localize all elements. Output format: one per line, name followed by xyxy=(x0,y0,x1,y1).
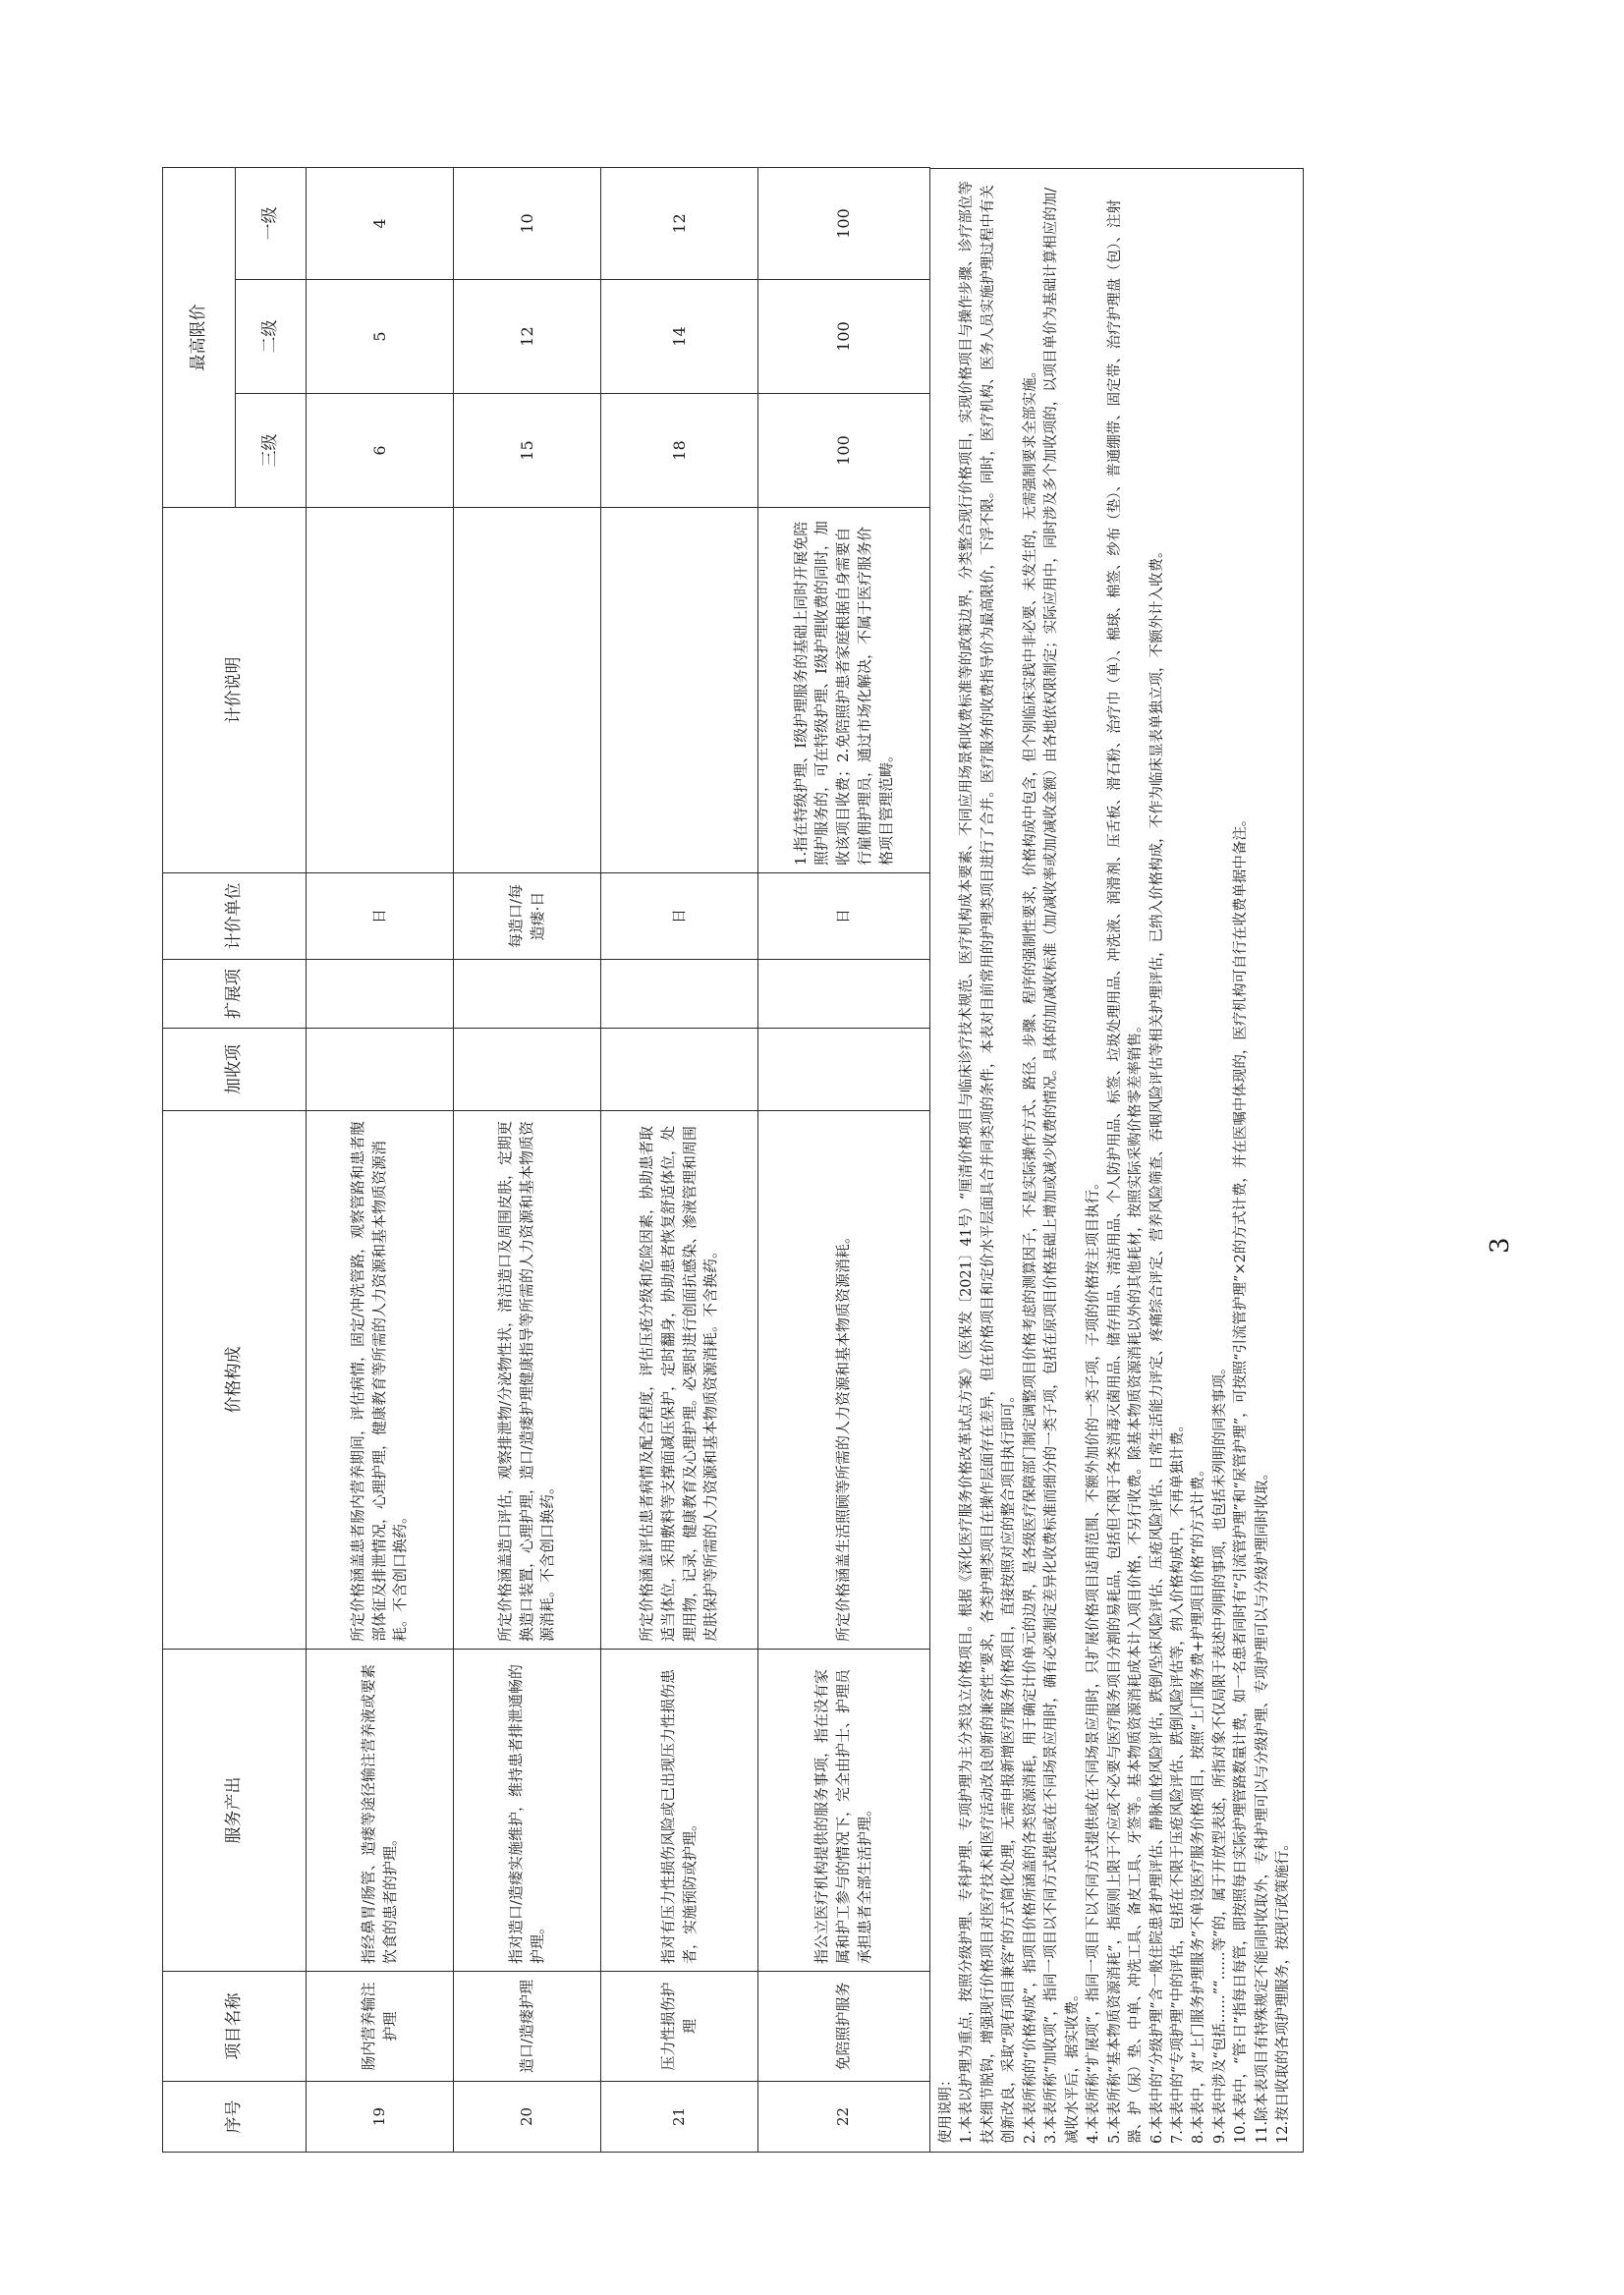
header-output: 服务产出 xyxy=(163,1650,307,1972)
row-pricing-note xyxy=(307,508,454,873)
row-price-level1: 10 xyxy=(454,167,601,279)
row-price-level3: 15 xyxy=(454,394,601,508)
note-item: 11.除本表项目有特殊规定不能同时收取外，专科护理可以与分级护理、专项护理可以与分级护理同时收取。 xyxy=(1254,1465,1270,2144)
row-name: 免陪照护服务 xyxy=(758,1972,930,2082)
table-row xyxy=(454,167,601,2152)
row-seq: 19 xyxy=(307,2082,454,2153)
row-seq: 21 xyxy=(601,2082,758,2153)
row-seq: 20 xyxy=(454,2082,601,2153)
usage-notes xyxy=(930,168,1304,2153)
row-price-level2: 100 xyxy=(758,280,930,394)
table-row xyxy=(307,167,454,2152)
header-expansion: 扩展项 xyxy=(163,960,307,1029)
row-output: 指对造口/造瘘实施维护，维持患者排泄通畅的护理。 xyxy=(454,1650,601,1972)
header-composition: 价格构成 xyxy=(163,1111,307,1650)
row-expansion xyxy=(758,960,930,1029)
row-expansion xyxy=(601,960,758,1029)
note-item: 2.本表所称的“价格构成”，指项目价格所涵盖的各类资源消耗，用于确定计价单元的边界，是各级医疗保障部门制定调整项目价格考虑的测算因子，不是实际操作方式、路径、步骤、程序的强制性要求，价格构成中包含，但个别临床实践中非必要、未发生的，无需强制要求全部实施。 xyxy=(1022,363,1038,2144)
row-expansion xyxy=(307,960,454,1029)
header-max-price: 最高限价 xyxy=(163,167,236,507)
price-table xyxy=(162,167,930,2153)
note-item: 10.本表中，“管·日”指每日每管，即按照每日实际护理管路数量计费，如一名患者同时有“引流管护理”和“尿管护理”，可按照“引流管护理”×2的方式计费，并在医嘱中体现的，医疗机构可自行在收费单据中备注。 xyxy=(1233,812,1250,2144)
row-composition: 所定价格涵盖生活照顾等所需的人力资源和基本物质资源消耗。 xyxy=(758,1111,930,1650)
note-item: 7.本表中的“专项护理”中的评估，包括在不限于压疮风险评估、跌倒风险评估等，纳入价格构成中，不再单独计费。 xyxy=(1169,1417,1186,2144)
header-unit: 计价单位 xyxy=(163,873,307,960)
row-expansion xyxy=(454,960,601,1029)
row-composition: 所定价格涵盖造口评估，观察排泄物/分泌物性状，清洁造口及周围皮肤，定期更换造口装置，心理护理，造口/造瘘护理健康指导等所需的人力资源和基本物质资源消耗。不含创口换药。 xyxy=(454,1111,601,1650)
row-unit: 每造口/每造瘘·日 xyxy=(454,873,601,960)
row-unit: 日 xyxy=(601,873,758,960)
row-name: 肠内营养输注护理 xyxy=(307,1972,454,2082)
row-price-level2: 5 xyxy=(307,280,454,394)
row-pricing-note xyxy=(454,508,601,873)
notes-title: 使用说明： xyxy=(938,2072,954,2144)
note-item: 12.按日收取的各项护理服务，按现行政策施行。 xyxy=(1275,1835,1292,2144)
row-price-level1: 100 xyxy=(758,167,930,279)
note-item: 3.本表所称“加收项”，指同一项目以不同方式提供或在不同场景应用时，确有必要制定差异化收费标准而细分的一类子项，包括在原项目价格基础上增加或减少收费的情况。具体的加/减收标准（加/减收率或加/减收金额）由各地依权限制定；实际应用中，同时涉及多个加收项的，以项目单价为基础计算相应的加/减收水平后，据实收费。 xyxy=(1043,187,1081,2144)
note-item: 8.本表中，对“上门服务护理服务”不单设医疗服务价格项目，按照“上门服务费+护理项目价格”的方式计费。 xyxy=(1191,1462,1207,2144)
row-pricing-note xyxy=(601,508,758,873)
row-price-level3: 100 xyxy=(758,394,930,508)
row-price-level1: 12 xyxy=(601,167,758,279)
header-extra-charge: 加收项 xyxy=(163,1029,307,1111)
row-price-level2: 12 xyxy=(454,280,601,394)
note-item: 6.本表中的“分级护理”含一般住院患者护理评估、静脉血栓风险评估，跌倒/坠床风险评估、压疮风险评估、日常生活能力评定、疼痛综合评定、营养风险筛查、吞咽风险评估等相关护理评估，已纳入价格构成，不作为临床显表单独立项，不额外计入收费。 xyxy=(1148,543,1165,2144)
page-number: 3 xyxy=(1485,1237,1515,1254)
row-output: 指经鼻胃/肠管、造瘘等途径输注营养液或要素饮食的患者的护理。 xyxy=(307,1650,454,1972)
row-name: 压力性损伤护理 xyxy=(601,1972,758,2082)
header-name: 项目名称 xyxy=(163,1972,307,2082)
row-extra-charge xyxy=(307,1029,454,1111)
row-extra-charge xyxy=(454,1029,601,1111)
row-seq: 22 xyxy=(758,2082,930,2153)
header-level2: 二级 xyxy=(236,280,307,394)
table-row xyxy=(758,167,930,2152)
row-composition: 所定价格涵盖评估患者病情及配合程度，评估压疮分级和危险因素，协助患者取适当体位，采用敷料等支撑面减压保护，定时翻身，协助患者恢复舒适体位，处理用物，记录，健康教育及心理护理。必要时进行创面抗感染、渗液管理和周围皮肤保护等所需的人力资源和基本物质资源消耗。不含换药。 xyxy=(601,1111,758,1650)
header-row-1 xyxy=(163,167,236,2152)
row-price-level3: 18 xyxy=(601,394,758,508)
row-composition: 所定价格涵盖患者肠内营养期间，评估病情，固定/冲洗管路，观察管路和患者腹部体征及排泄情况，心理护理，健康教育等所需的人力资源和基本物质资源消耗。不含创口换药。 xyxy=(307,1111,454,1650)
row-output: 指公立医疗机构提供的服务事项，指在没有家属和护工参与的情况下，完全由护士、护理员承担患者全部生活护理。 xyxy=(758,1650,930,1972)
header-level3: 三级 xyxy=(236,394,307,508)
row-price-level2: 14 xyxy=(601,280,758,394)
header-seq: 序号 xyxy=(163,2082,307,2153)
row-extra-charge xyxy=(601,1029,758,1111)
row-output: 指对有压力性损伤风险或已出现压力性损伤患者，实施预防或护理。 xyxy=(601,1650,758,1972)
note-item: 5.本表所称“基本物质资源消耗”，指原则上限于不应或不必要与医疗服务项目分割的易耗品，包括但不限于各类消毒灭菌用品、储存用品、清洁用品、个人防护用品、标签、垃圾处理用品、冲洗液、润滑剂、压舌板、滑石粉、治疗巾（单）、棉球、棉签、纱布（垫）、普通绷带、固定带、治疗护理盘（包）、注射器、护（尿）垫、中单、冲洗工具、备皮工具、牙签等。基本物质资源消耗成本计入项目价格，不另行收费。除基本物质资源消耗以外的其他耗材，按照实际采购价格零差率销售。 xyxy=(1106,199,1145,2144)
row-price-level3: 6 xyxy=(307,394,454,508)
note-item: 4.本表所称“扩展项”，指同一项目下以不同方式提供或在不同场景应用时，只扩展价格项目适用范围、不额外加价的一类子项，子项的价格按主项目执行。 xyxy=(1086,1175,1102,2144)
note-item: 9.本表中涉及“包括……”“……等”的，属于开放型表述，所指对象不仅局限于表述中列明的事项，也包括未列明的同类事项。 xyxy=(1211,1360,1228,2144)
row-price-level1: 4 xyxy=(307,167,454,279)
row-unit: 日 xyxy=(758,873,930,960)
table-row xyxy=(601,167,758,2152)
header-pricing-note: 计价说明 xyxy=(163,508,307,873)
row-name: 造口/造瘘护理 xyxy=(454,1972,601,2082)
row-unit: 日 xyxy=(307,873,454,960)
document-body xyxy=(162,168,1304,2153)
note-item: 1.本表以护理为重点，按照分级护理、专科护理、专项护理为主分类设立价格项目。根据《深化医疗服务价格改革试点方案》（医保发〔2021〕41号）“厘清价格项目与临床诊疗技术规范、医疗机构成本要素、不同应用场景和收费标准等的政策边界，分类整合现行价格项目，实现价格项目与操作步骤、诊疗部位等技术细节脱钩，增强现行价格项目对医疗技术和医疗活动改良创新的兼容性”要求，各类护理类项目在操作层面存在差异，但在价格项目和定价水平层面具合并同类项的条件，本表对目前常用的护理类项目进行了合并。医疗服务的收费指导价为最高限价，下浮不限。同时，医疗机构、医务人员实施护理过程中有关创新改良，采取“现有项目兼容”的方式简化处理，无需申报新增医疗服务价格项目，直接按照对应的整合项目执行即可。 xyxy=(959,181,1018,2144)
row-extra-charge xyxy=(758,1029,930,1111)
header-level1: 一级 xyxy=(236,167,307,279)
row-pricing-note: 1.指在特级护理、I级护理服务的基础上同时开展免陪照护服务的，可在特级护理、I级护理收费的同时，加收该项目收费；2.免陪照护患者家庭根据自身需要自行雇佣护理员，通过市场化解决，不属于医疗服务价格项目管理范畴。 xyxy=(758,508,930,873)
